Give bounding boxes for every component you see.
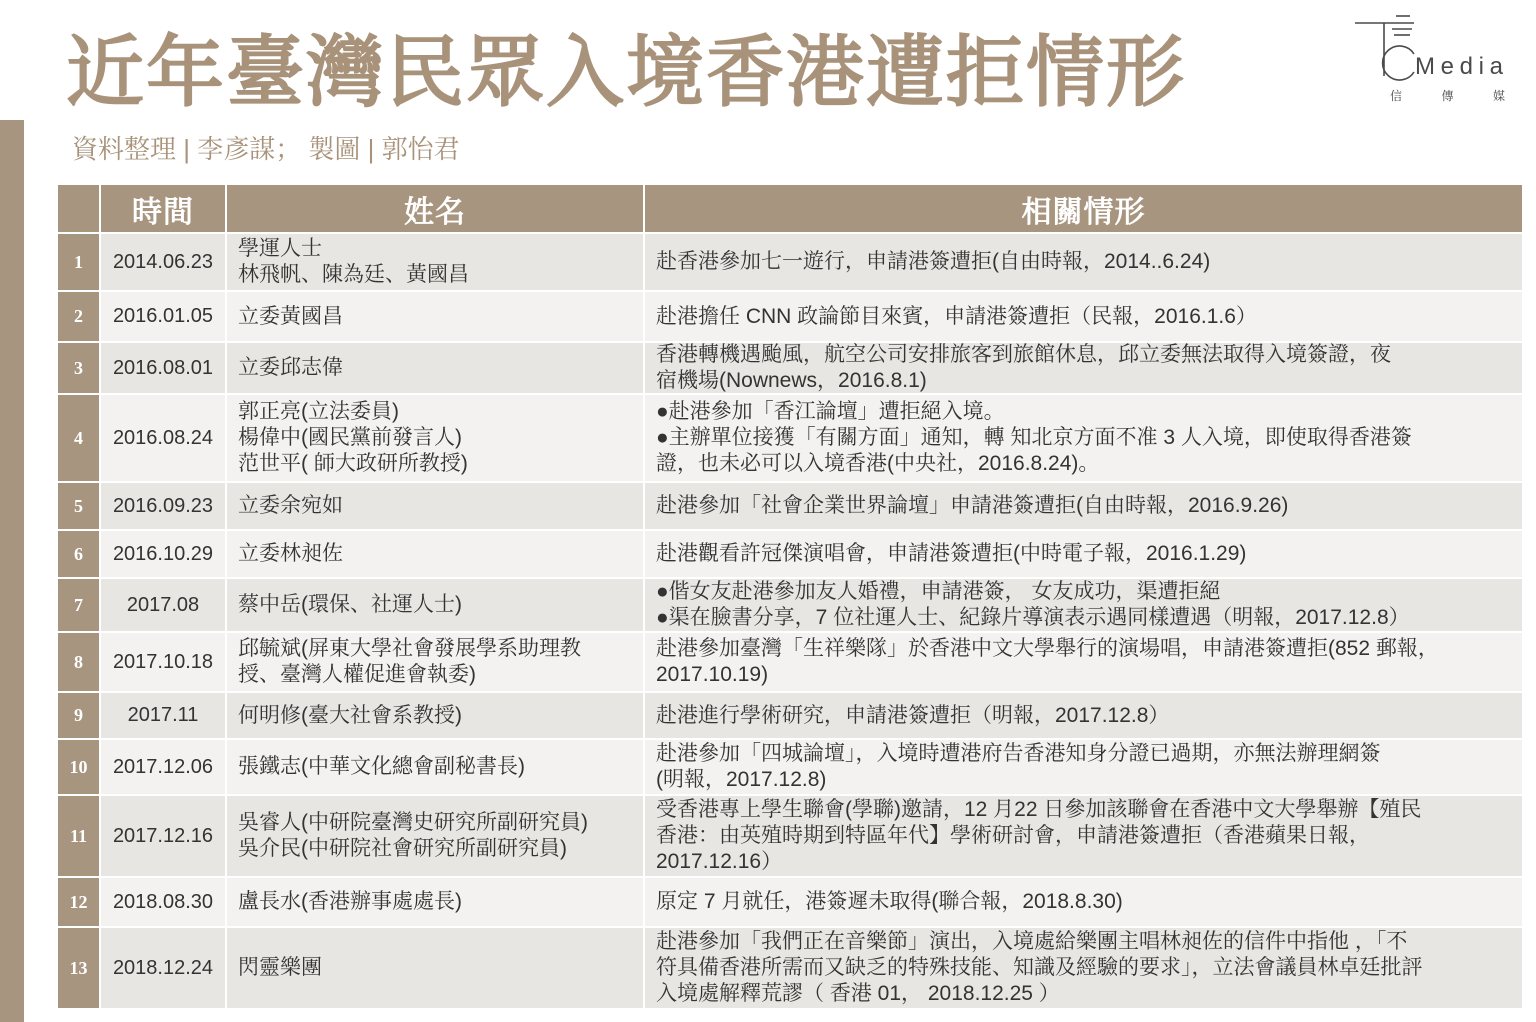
header-number bbox=[58, 185, 99, 232]
row-number-text: 12 bbox=[69, 891, 88, 912]
table-header-row bbox=[58, 185, 1522, 232]
row-date-text: 2016.01.05 bbox=[112, 305, 214, 327]
row-detail bbox=[645, 234, 1522, 290]
row-detail-text: ●赴港參加「香江論壇」遭拒絕入境。 ●主辦單位接獲「有關方面」通知，轉 知北京方面不准 3 人入境，即使取得香港簽 證，也未必可以入境香港(中央社，2016.8.24)。 bbox=[656, 400, 1412, 475]
row-number bbox=[58, 740, 99, 794]
row-date bbox=[101, 693, 225, 738]
row-number bbox=[58, 483, 99, 529]
row-name bbox=[227, 292, 643, 341]
row-detail bbox=[645, 878, 1522, 926]
row-name bbox=[227, 579, 643, 631]
row-detail-text: 赴港觀看許冠傑演唱會，申請港簽遭拒(中時電子報，2016.1.29) bbox=[656, 542, 1247, 565]
row-number-text: 1 bbox=[74, 251, 83, 272]
row-date bbox=[101, 234, 225, 290]
row-number-text: 5 bbox=[74, 495, 83, 516]
row-date bbox=[101, 483, 225, 529]
row-number-text: 4 bbox=[74, 427, 83, 448]
row-number bbox=[58, 343, 99, 393]
row-number bbox=[58, 579, 99, 631]
row-number-text: 2 bbox=[74, 306, 83, 326]
row-date-text: 2017.10.18 bbox=[112, 650, 214, 673]
row-name bbox=[227, 693, 643, 738]
row-date bbox=[101, 633, 225, 691]
row-name-text: 張鐵志(中華文化總會副秘書長) bbox=[238, 755, 525, 778]
row-number bbox=[58, 531, 99, 577]
logo bbox=[1352, 14, 1512, 106]
row-detail bbox=[645, 292, 1522, 341]
row-number bbox=[58, 796, 99, 876]
row-number-text: 7 bbox=[74, 594, 83, 615]
table-row bbox=[58, 579, 1522, 631]
row-name-text: 郭正亮(立法委員) 楊偉中(國民黨前發言人) 范世平( 師大政研所教授) bbox=[238, 400, 468, 475]
table-row bbox=[58, 395, 1522, 481]
row-name bbox=[227, 483, 643, 529]
row-number bbox=[58, 693, 99, 738]
row-number-text: 9 bbox=[74, 705, 83, 725]
row-detail-text: 赴港擔任 CNN 政論節目來賓，申請港簽遭拒（民報，2016.1.6） bbox=[656, 304, 1257, 328]
row-name-text: 吳睿人(中研院臺灣史研究所副研究員) 吳介民(中研院社會研究所副研究員) bbox=[238, 811, 588, 860]
row-name-text: 盧長水(香港辦事處處長) bbox=[238, 890, 462, 913]
logo-wordmark: Media bbox=[1415, 53, 1503, 80]
row-date-text: 2016.08.01 bbox=[112, 356, 214, 379]
row-name bbox=[227, 343, 643, 393]
row-date-text: 2017.11 bbox=[127, 704, 199, 726]
row-detail bbox=[645, 928, 1522, 1008]
row-number bbox=[58, 928, 99, 1008]
row-date-text: 2017.08 bbox=[126, 593, 200, 616]
row-detail bbox=[645, 483, 1522, 529]
row-detail-text: 赴港參加「社會企業世界論壇」申請港簽遭拒(自由時報，2016.9.26) bbox=[656, 494, 1289, 517]
row-name-text: 立委黃國昌 bbox=[238, 304, 343, 328]
row-date bbox=[101, 395, 225, 481]
row-date bbox=[101, 796, 225, 876]
row-name bbox=[227, 740, 643, 794]
logo-subtitle: 信 傳 媒 bbox=[1390, 89, 1505, 103]
row-detail-text: 受香港專上學生聯會(學聯)邀請，12 月22 日參加該聯會在香港中文大學舉辦【殖民 香港：由英殖時期到特區年代】學術研討會，申請港簽遭拒（香港蘋果日報， 2017.12.16） bbox=[656, 798, 1422, 873]
row-number-text: 11 bbox=[69, 825, 87, 846]
row-date bbox=[101, 343, 225, 393]
row-date-text: 2018.12.24 bbox=[112, 956, 214, 979]
row-number bbox=[58, 878, 99, 926]
row-name bbox=[227, 878, 643, 926]
row-date bbox=[101, 531, 225, 577]
row-date-text: 2014.06.23 bbox=[112, 250, 214, 273]
row-detail bbox=[645, 395, 1522, 481]
credits-line: 資料整理 | 李彥謀； 製圖 | 郭怡君 bbox=[72, 134, 460, 164]
row-number-text: 13 bbox=[69, 957, 88, 978]
row-date-text: 2016.10.29 bbox=[112, 542, 214, 565]
row-name-text: 立委林昶佐 bbox=[238, 542, 343, 565]
row-number-text: 10 bbox=[69, 756, 88, 777]
row-name bbox=[227, 395, 643, 481]
row-detail bbox=[645, 579, 1522, 631]
row-date-text: 2016.09.23 bbox=[112, 494, 214, 517]
table-row bbox=[58, 693, 1522, 738]
table-row bbox=[58, 740, 1522, 794]
table-row bbox=[58, 292, 1522, 341]
row-detail-text: ●偕女友赴港參加友人婚禮，申請港簽， 女友成功，渠遭拒絕 ●渠在臉書分享，7 位社運人士、紀錄片導演表示遇同樣遭遇（明報，2017.12.8） bbox=[656, 580, 1410, 629]
row-date-text: 2017.12.16 bbox=[112, 824, 214, 847]
table-row bbox=[58, 343, 1522, 393]
row-date bbox=[101, 292, 225, 341]
row-name bbox=[227, 531, 643, 577]
row-detail bbox=[645, 796, 1522, 876]
row-name-text: 立委余宛如 bbox=[238, 494, 343, 517]
row-name bbox=[227, 796, 643, 876]
row-name-text: 何明修(臺大社會系教授) bbox=[238, 703, 462, 727]
row-detail bbox=[645, 343, 1522, 393]
row-detail-text: 赴港進行學術研究，申請港簽遭拒（明報，2017.12.8） bbox=[656, 703, 1170, 727]
row-number-text: 6 bbox=[74, 543, 83, 564]
header-detail: 相關情形 bbox=[645, 185, 1522, 232]
row-detail-text: 香港轉機遇颱風，航空公司安排旅客到旅館休息，邱立委無法取得入境簽證，夜 宿機場(Nownews，2016.8.1) bbox=[656, 343, 1391, 392]
header-date: 時間 bbox=[101, 185, 225, 232]
row-number bbox=[58, 633, 99, 691]
table-row bbox=[58, 796, 1522, 876]
row-name bbox=[227, 633, 643, 691]
row-detail bbox=[645, 633, 1522, 691]
row-detail bbox=[645, 693, 1522, 738]
left-accent-bar bbox=[0, 120, 24, 1022]
row-name-text: 邱毓斌(屏東大學社會發展學系助理教 授、臺灣人權促進會執委) bbox=[238, 637, 581, 686]
table-row bbox=[58, 878, 1522, 926]
row-detail-text: 赴港參加臺灣「生祥樂隊」於香港中文大學舉行的演場唱，申請港簽遭拒(852 郵報， 2017.10.19) bbox=[656, 637, 1439, 686]
row-number bbox=[58, 234, 99, 290]
row-name-text: 立委邱志偉 bbox=[238, 356, 343, 379]
row-date-text: 2018.08.30 bbox=[112, 890, 214, 913]
table-body bbox=[58, 234, 1522, 1008]
page-title: 近年臺灣民眾入境香港遭拒情形 bbox=[66, 28, 1187, 116]
row-detail-text: 原定 7 月就任，港簽遲未取得(聯合報，2018.8.30) bbox=[656, 890, 1123, 913]
row-date bbox=[101, 878, 225, 926]
row-detail-text: 赴香港參加七一遊行，申請港簽遭拒(自由時報，2014..6.24) bbox=[656, 250, 1211, 273]
logo-mark-icon bbox=[1355, 16, 1414, 80]
row-name-text: 學運人士 林飛帆、陳為廷、黃國昌 bbox=[238, 237, 469, 286]
row-number-text: 3 bbox=[74, 357, 83, 378]
row-number bbox=[58, 292, 99, 341]
row-name bbox=[227, 928, 643, 1008]
row-detail-text: 赴港參加「四城論壇」，入境時遭港府告香港知身分證已過期，亦無法辦理網簽 (明報，2017.12.8) bbox=[656, 742, 1381, 791]
header-name: 姓名 bbox=[227, 185, 643, 232]
table-row bbox=[58, 234, 1522, 290]
table-row bbox=[58, 928, 1522, 1008]
table-row bbox=[58, 483, 1522, 529]
row-detail bbox=[645, 531, 1522, 577]
row-number bbox=[58, 395, 99, 481]
row-number-text: 8 bbox=[74, 651, 83, 672]
row-date bbox=[101, 740, 225, 794]
row-detail-text: 赴港參加「我們正在音樂節」演出，入境處給樂團主唱林昶佐的信件中指他 ，「不 符具備香港所需而又缺乏的特殊技能、知識及經驗的要求」，立法會議員林卓廷批評 入境處解釋荒謬（ 香港 01， 2018.12.25 ） bbox=[656, 930, 1423, 1005]
row-date-text: 2016.08.24 bbox=[112, 426, 214, 449]
row-name-text: 閃靈樂團 bbox=[238, 956, 322, 979]
row-date bbox=[101, 928, 225, 1008]
row-name bbox=[227, 234, 643, 290]
table-row bbox=[58, 633, 1522, 691]
table-row bbox=[58, 531, 1522, 577]
row-date bbox=[101, 579, 225, 631]
row-detail bbox=[645, 740, 1522, 794]
row-name-text: 蔡中岳(環保、社運人士) bbox=[238, 593, 462, 616]
row-date-text: 2017.12.06 bbox=[112, 755, 214, 778]
rejection-table bbox=[58, 185, 1522, 1010]
